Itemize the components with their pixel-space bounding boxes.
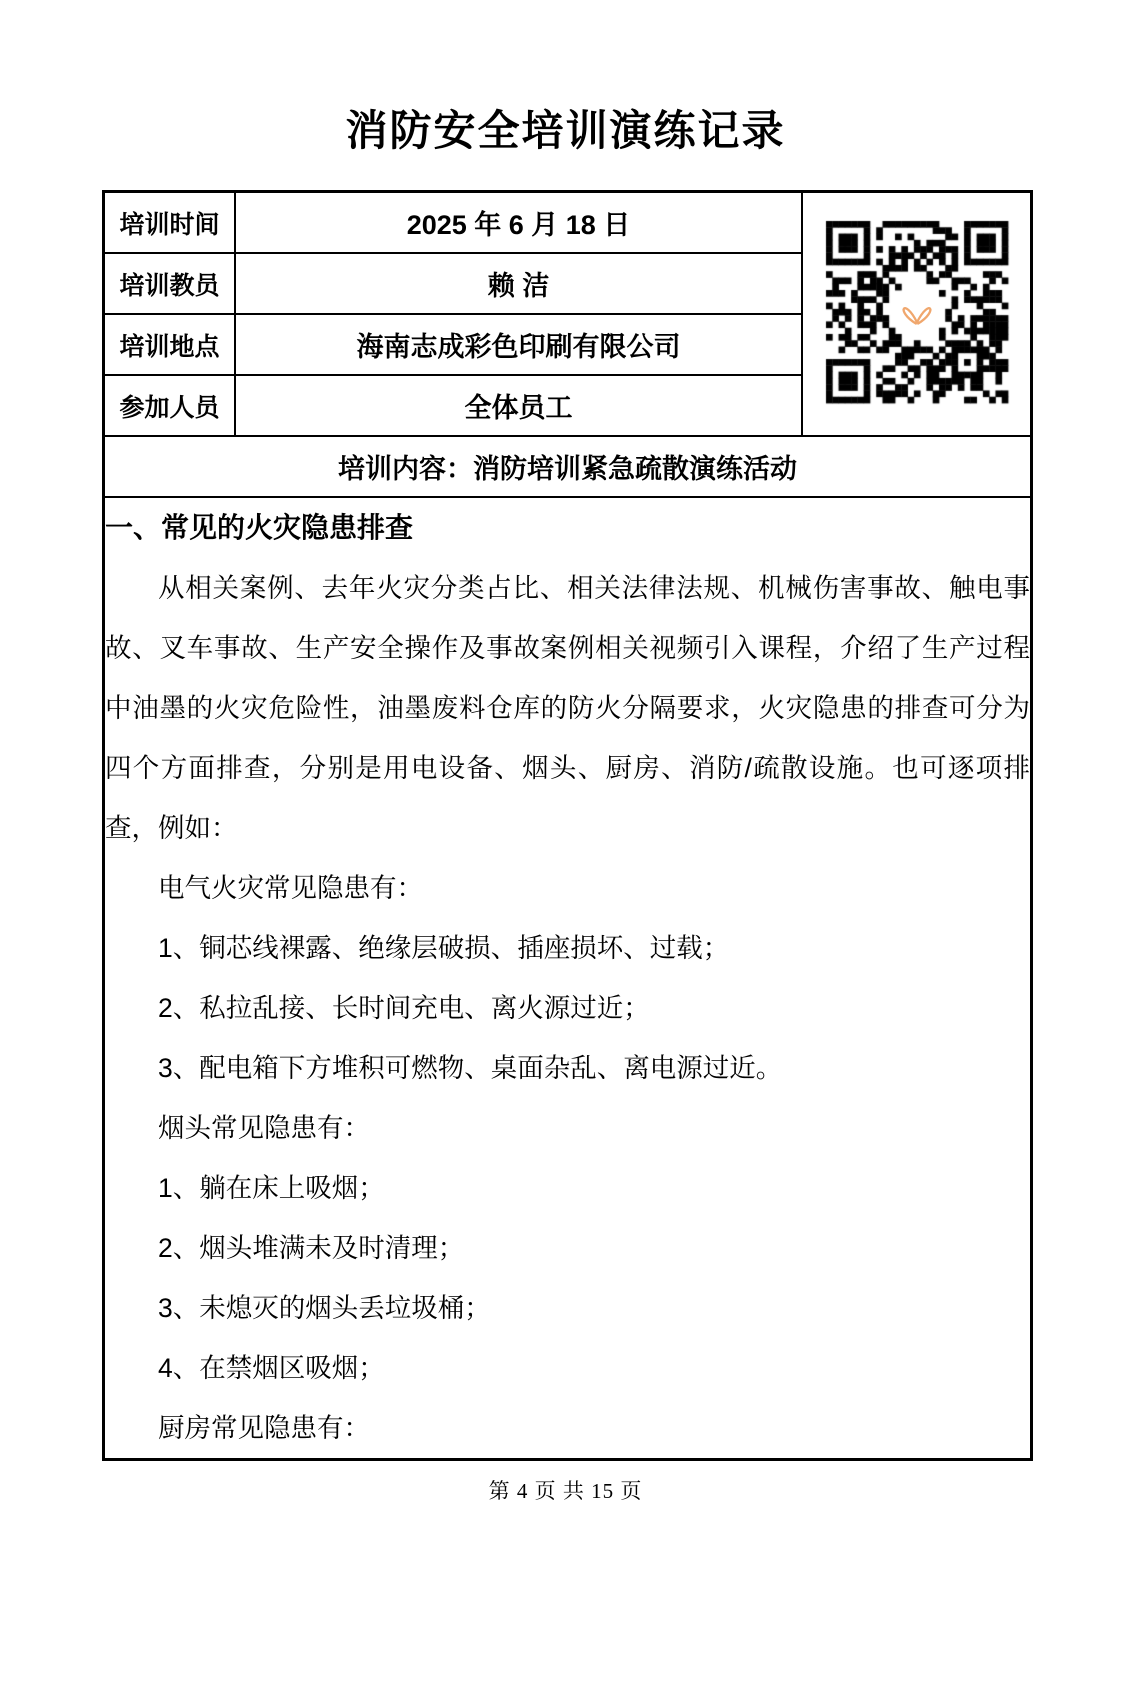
label-training-time: 培训时间 xyxy=(104,192,236,254)
page-footer: 第 4 页 共 15 页 xyxy=(488,1479,643,1504)
training-content-body xyxy=(104,497,1032,1460)
label-participants: 参加人员 xyxy=(104,375,236,436)
body-paragraph: 从相关案例、去年火灾分类占比、相关法律法规、机械伤害事故、触电事故、叉车事故、生产安全操作及事故案例相关视频引入课程，介绍了生产过程中油墨的火灾危险性，油墨废料仓库的防火分隔要求，火灾隐患的排查可分为四个方面排查，分别是用电设备、烟头、厨房、消防/疏散设施。也可逐项排查，例如： xyxy=(105,573,1030,844)
label-trainer: 培训教员 xyxy=(104,253,236,314)
list-item: 2、烟头堆满未及时清理； xyxy=(158,1233,465,1264)
label-location: 培训地点 xyxy=(104,314,236,375)
table-row-content-title xyxy=(104,436,1032,497)
value-training-time: 2025 年 6 月 18 日 xyxy=(235,192,802,254)
table-row-content-body xyxy=(104,497,1032,1460)
section-heading: 一、常见的火灾隐患排查 xyxy=(105,512,414,544)
list-item: 4、在禁烟区吸烟； xyxy=(158,1353,385,1384)
value-trainer: 赖 洁 xyxy=(235,253,802,314)
butterfly-icon xyxy=(894,289,940,335)
list-item: 3、配电箱下方堆积可燃物、桌面杂乱、离电源过近。 xyxy=(158,1053,783,1084)
page-title: 消防安全培训演练记录 xyxy=(345,107,786,154)
list-item: 烟头常见隐患有： xyxy=(158,1113,370,1144)
list-item: 2、私拉乱接、长时间充电、离火源过近； xyxy=(158,993,650,1024)
list-item: 1、铜芯线裸露、绝缘层破损、插座损坏、过载； xyxy=(158,933,730,964)
value-location: 海南志成彩色印刷有限公司 xyxy=(235,314,802,375)
training-info-table xyxy=(102,190,1033,1461)
value-participants: 全体员工 xyxy=(235,375,802,436)
table-row xyxy=(104,192,1032,254)
list-item: 3、未熄灭的烟头丢垃圾桶； xyxy=(158,1293,491,1324)
qr-code xyxy=(822,217,1012,407)
list-item: 厨房常见隐患有： xyxy=(158,1413,370,1444)
training-content-title: 培训内容：消防培训紧急疏散演练活动 xyxy=(104,436,1032,497)
list-item: 电气火灾常见隐患有： xyxy=(158,873,423,904)
list-item: 1、躺在床上吸烟； xyxy=(158,1173,385,1204)
qr-code-cell xyxy=(802,192,1032,437)
